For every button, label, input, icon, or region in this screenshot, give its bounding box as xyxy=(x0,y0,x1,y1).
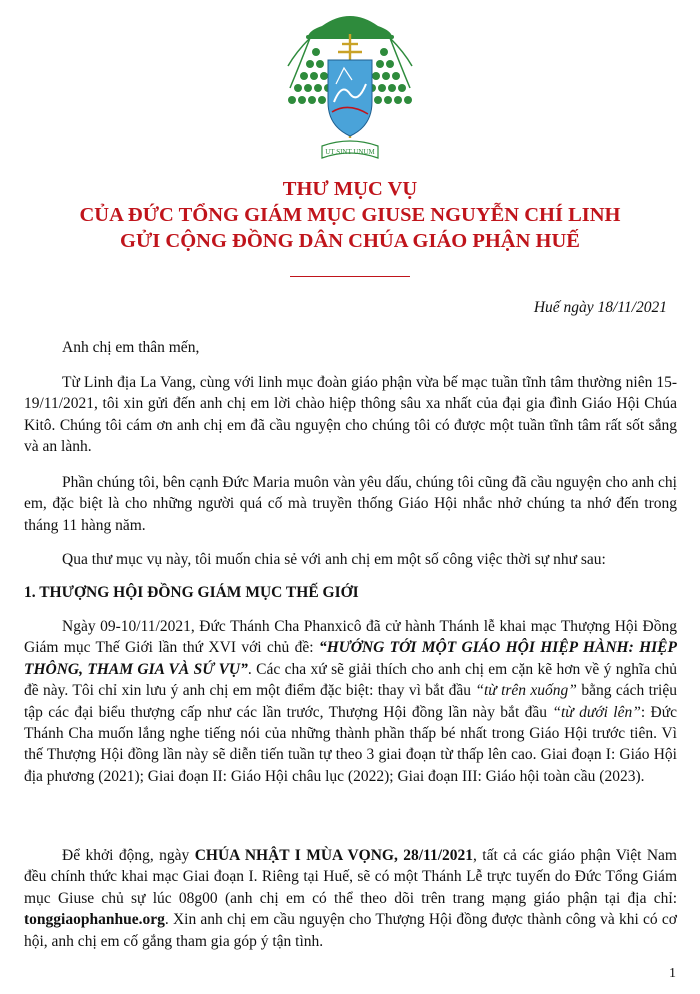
letter-subtitle-author: CỦA ĐỨC TỔNG GIÁM MỤC GIUSE NGUYỄN CHÍ LINH xyxy=(79,204,621,226)
title-divider xyxy=(290,276,410,277)
letter-title: THƯ MỤC VỤ xyxy=(282,178,418,200)
letter-subtitle-recipient: GỬI CỘNG ĐỒNG DÂN CHÚA GIÁO PHẬN HUẾ xyxy=(120,230,580,252)
motto-banner xyxy=(322,141,378,158)
paragraph-prayer: Phần chúng tôi, bên cạnh Đức Maria muôn vàn yêu dấu, chúng tôi cũng đã cầu nguyện cho anh chị em, đặc biệt là cho những người quá cố mà truyền thống Giáo Hội nhắc nhở chúng ta nhớ đến trong tháng 11 hàng năm. xyxy=(24,474,677,534)
section-heading-synod: 1. THƯỢNG HỘI ĐỒNG GIÁM MỤC THẾ GIỚI xyxy=(24,584,359,601)
letter-date: Huế ngày 18/11/2021 xyxy=(533,299,667,316)
paragraph-intro: Từ Linh địa La Vang, cùng với linh mục đoàn giáo phận vừa bế mạc tuần tĩnh tâm thường niên 15-19/11/2021, tôi xin gửi đến anh chị em lời chào hiệp thông sâu xa nhất của đại gia đình Giáo Hội Chúa Kitô. Chúng tôi cám ơn anh chị em đã cầu nguyện cho chúng tôi có được một tuần tĩnh tâm rất sốt sắng và an lành. xyxy=(24,374,677,456)
quote-bottom-up: “từ dưới lên” xyxy=(552,703,641,721)
greeting: Anh chị em thân mến, xyxy=(62,339,200,356)
advent-date: CHÚA NHẬT I MÙA VỌNG, 28/11/2021 xyxy=(194,847,474,864)
website-address: tonggiaophanhue.org xyxy=(24,911,165,929)
paragraph-advent: Để khởi động, ngày CHÚA NHẬT I MÙA VỌNG, 28/11/2021, tất cả các giáo phận Việt Nam đều chính thức khai mạc Giai đoạn I. Riêng tại Huế, sẽ có một Thánh Lễ trực tuyến do Đức Tổng Giám mục Giuse chủ sự lúc 08g00 (anh chị em có thể theo dõi trên trang mạng giáo phận tại địa chỉ: tonggiaophanhue.org. Xin anh chị em cầu nguyện cho Thượng Hội đồng được thành công và khi có cơ hội, anh chị em cố gắng tham gia góp ý tận tình. xyxy=(24,847,677,950)
paragraph-purpose: Qua thư mục vụ này, tôi muốn chia sẻ với anh chị em một số công việc thời sự như sau: xyxy=(62,551,606,568)
quote-top-down: “từ trên xuống” xyxy=(475,682,577,700)
page-number: 1 xyxy=(669,966,676,981)
synod-theme: “HƯỚNG TỚI MỘT GIÁO HỘI HIỆP HÀNH: HIỆP THÔNG, THAM GIA VÀ SỨ VỤ” xyxy=(24,639,677,678)
shield-icon xyxy=(328,60,372,136)
coat-of-arms xyxy=(252,4,448,164)
paragraph-synod: Ngày 09-10/11/2021, Đức Thánh Cha Phanxicô đã cử hành Thánh lễ khai mạc Thượng Hội Đồng Giám mục Thế Giới lần thứ XVI với chủ đề: “HƯỚNG TỚI MỘT GIÁO HỘI HIỆP HÀNH: HIỆP THÔNG, THAM GIA VÀ SỨ VỤ”. Các cha xứ sẽ giải thích cho anh chị em cặn kẽ hơn về ý nghĩa chủ đề này. Tôi chỉ xin lưu ý anh chị em một điểm đặc biệt: thay vì bắt đầu “từ trên xuống” bằng cách triệu tập các đại biểu thượng cấp như các lần trước, Thượng Hội đồng lần này bắt đầu “từ dưới lên”: Đức Thánh Cha muốn lắng nghe tiếng nói của những thành phần thấp bé nhất trong Giáo Hội trước tiên. Vì thế Thượng Hội đồng lần này sẽ diễn tiến tuần tự theo 3 giai đoạn từ thấp lên cao. Giai đoạn I: Giáo Hội địa phương (2021); Giai đoạn II: Giáo Hội châu lục (2022); Giai đoạn III: Giáo hội toàn cầu (2023). xyxy=(24,618,677,785)
motto-text: UT SINT UNUM xyxy=(325,148,375,156)
